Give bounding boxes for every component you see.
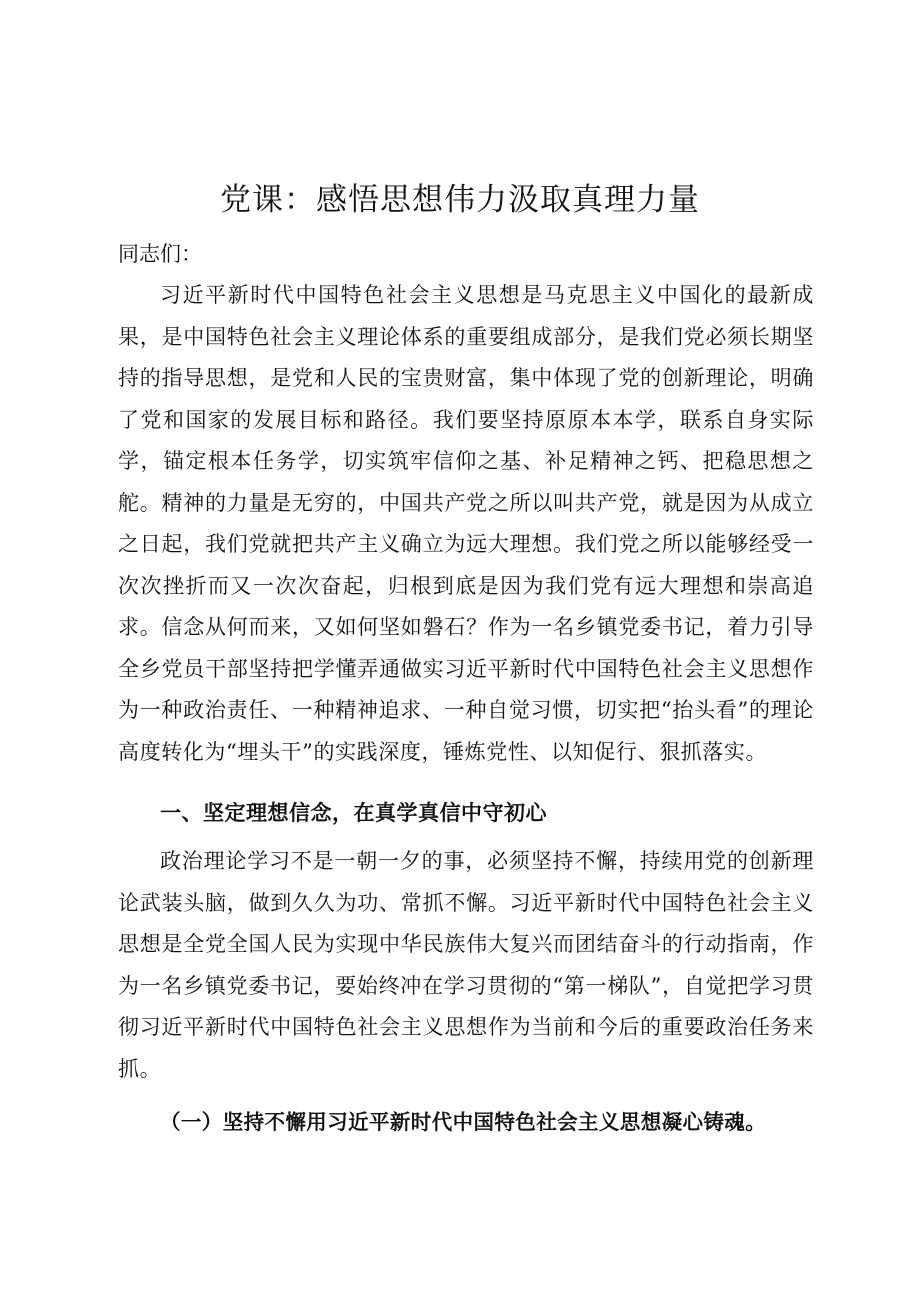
section-heading-1: 一、坚定理想信念，在真学真信中守初心: [160, 801, 547, 825]
document-title: 党课：感悟思想伟力汲取真理力量: [220, 182, 700, 218]
salutation: 同志们：: [118, 242, 202, 266]
body-paragraph-2: 政治理论学习不是一朝一夕的事，必须坚持不懈，持续用党的创新理论武装头脑，做到久久为功、常抓不懈。习近平新时代中国特色社会主义思想是全党全国人民为实现中华民族伟大复兴而团结奋斗的行动指南，作为一名乡镇党委书记，要始终冲在学习贯彻的“第一梯队”，自觉把学习贯彻习近平新时代中国特色社会主义思想作为当前和今后的重要政治任务来抓。: [118, 849, 814, 1081]
body-paragraph-1: 习近平新时代中国特色社会主义思想是马克思主义中国化的最新成果，是中国特色社会主义理论体系的重要组成部分，是我们党必须长期坚持的指导思想，是党和人民的宝贵财富，集中体现了党的创新理论，明确了党和国家的发展目标和路径。我们要坚持原原本本学，联系自身实际学，锚定根本任务学，切实筑牢信仰之基、补足精神之钙、把稳思想之舵。精神的力量是无穷的，中国共产党之所以叫共产党，就是因为从成立之日起，我们党就把共产主义确立为远大理想。我们党之所以能够经受一次次挫折而又一次次奋起，归根到底是因为我们党有远大理想和崇高追求。信念从何而来，又如何坚如磐石？作为一名乡镇党委书记，着力引导全乡党员干部坚持把学懂弄通做实习近平新时代中国特色社会主义思想作为一种政治责任、一种精神追求、一种自觉习惯，切实把“抬头看”的理论高度转化为“埋头干”的实践深度，锤炼党性、以知促行、狠抓落实。: [118, 283, 814, 764]
subsection-heading-1: （一）坚持不懈用习近平新时代中国特色社会主义思想凝心铸魂。: [160, 1110, 767, 1134]
